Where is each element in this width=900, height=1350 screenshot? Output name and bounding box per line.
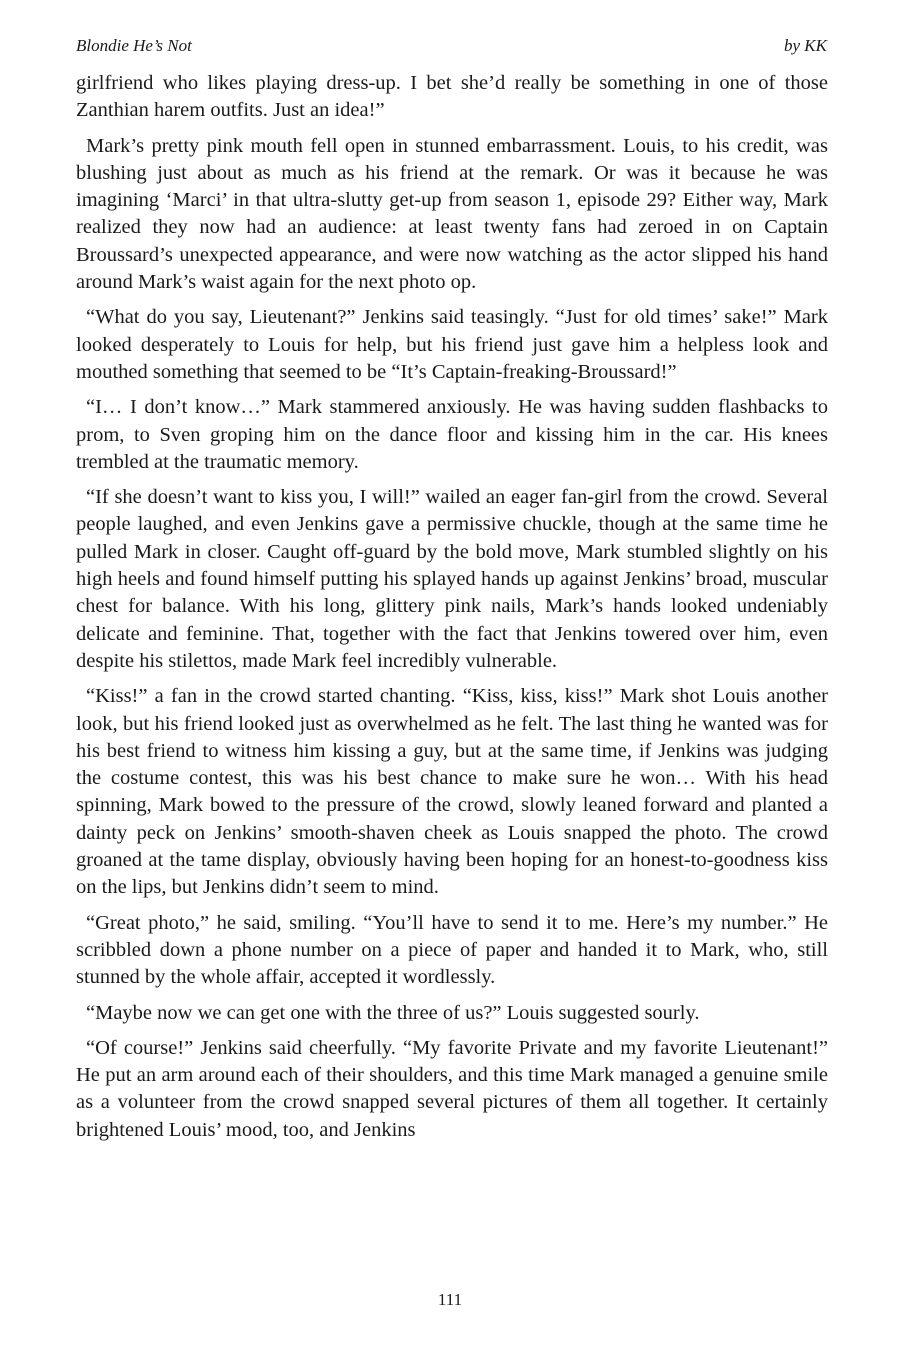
paragraph: “What do you say, Lieutenant?” Jenkins said teasingly. “Just for old times’ sake!” Mark looked desperately to Louis for help, but his friend just gave him a helpless look and mouthed something that seemed to be “It’s Captain-freaking-Broussard!” (76, 306, 828, 383)
paragraph: Mark’s pretty pink mouth fell open in stunned embarrassment. Louis, to his credit, was blushing just about as much as his friend at the remark. Or was it because he was imagining ‘Marci’ in that ultra-slutty get-up from season 1, episode 29? Either way, Mark realized they now had an audience: at least twenty fans had zeroed in on Captain Broussard’s unexpected appearance, and were now watching as the actor slipped his hand around Mark’s waist again for the next photo op. (76, 134, 828, 294)
paragraph: “Great photo,” he said, smiling. “You’ll have to send it to me. Here’s my number.” He scribbled down a phone number on a piece of paper and handed it to Mark, who, still stunned by the whole affair, accepted it wordlessly. (76, 911, 828, 989)
running-head (76, 36, 827, 58)
author-credit: by KK (784, 36, 827, 55)
body-text (76, 70, 828, 1152)
paragraph: “Kiss!” a fan in the crowd started chanting. “Kiss, kiss, kiss!” Mark shot Louis another look, but his friend looked just as overwhelmed as he felt. The last thing he wanted was for his best friend to witness him kissing a guy, but at the same time, if Jenkins was judging the costume contest, this was his best chance to make sure he won… With his head spinning, Mark bowed to the pressure of the crowd, slowly leaned forward and planted a dainty peck on Jenkins’ smooth-shaven cheek as Louis snapped the photo. The crowd groaned at the tame display, obviously having been hoping for an honest-to-goodness kiss on the lips, but Jenkins didn’t seem to mind. (76, 685, 828, 899)
book-title: Blondie He’s Not (76, 36, 192, 55)
page-number: 111 (437, 1290, 463, 1309)
paragraph: girlfriend who likes playing dress-up. I bet she’d really be something in one of those Zanthian harem outfits. Just an idea!” (76, 72, 828, 122)
paragraph: “If she doesn’t want to kiss you, I will!” wailed an eager fan-girl from the crowd. Several people laughed, and even Jenkins gave a permissive chuckle, though at the same time he pulled Mark in closer. Caught off-guard by the bold move, Mark stumbled slightly on his high heels and found himself putting his splayed hands up against Jenkins’ broad, muscular chest for balance. With his long, glittery pink nails, Mark’s hands looked undeniably delicate and feminine. That, together with the fact that Jenkins towered over him, even despite his stilettos, made Mark feel incredibly vulnerable. (76, 486, 828, 672)
paragraph: “Maybe now we can get one with the three of us?” Louis suggested sourly. (86, 1001, 700, 1024)
paragraph: “Of course!” Jenkins said cheerfully. “My favorite Private and my favorite Lieutenant!” He put an arm around each of their shoulders, and this time Mark managed a genuine smile as a volunteer from the crowd snapped several pictures of them all together. It certainly brightened Louis’ mood, too, and Jenkins (76, 1036, 828, 1141)
paragraph: “I… I don’t know…” Mark stammered anxiously. He was having sudden flashbacks to prom, to Sven groping him on the dance floor and kissing him in the car. His knees trembled at the traumatic memory. (76, 396, 828, 473)
